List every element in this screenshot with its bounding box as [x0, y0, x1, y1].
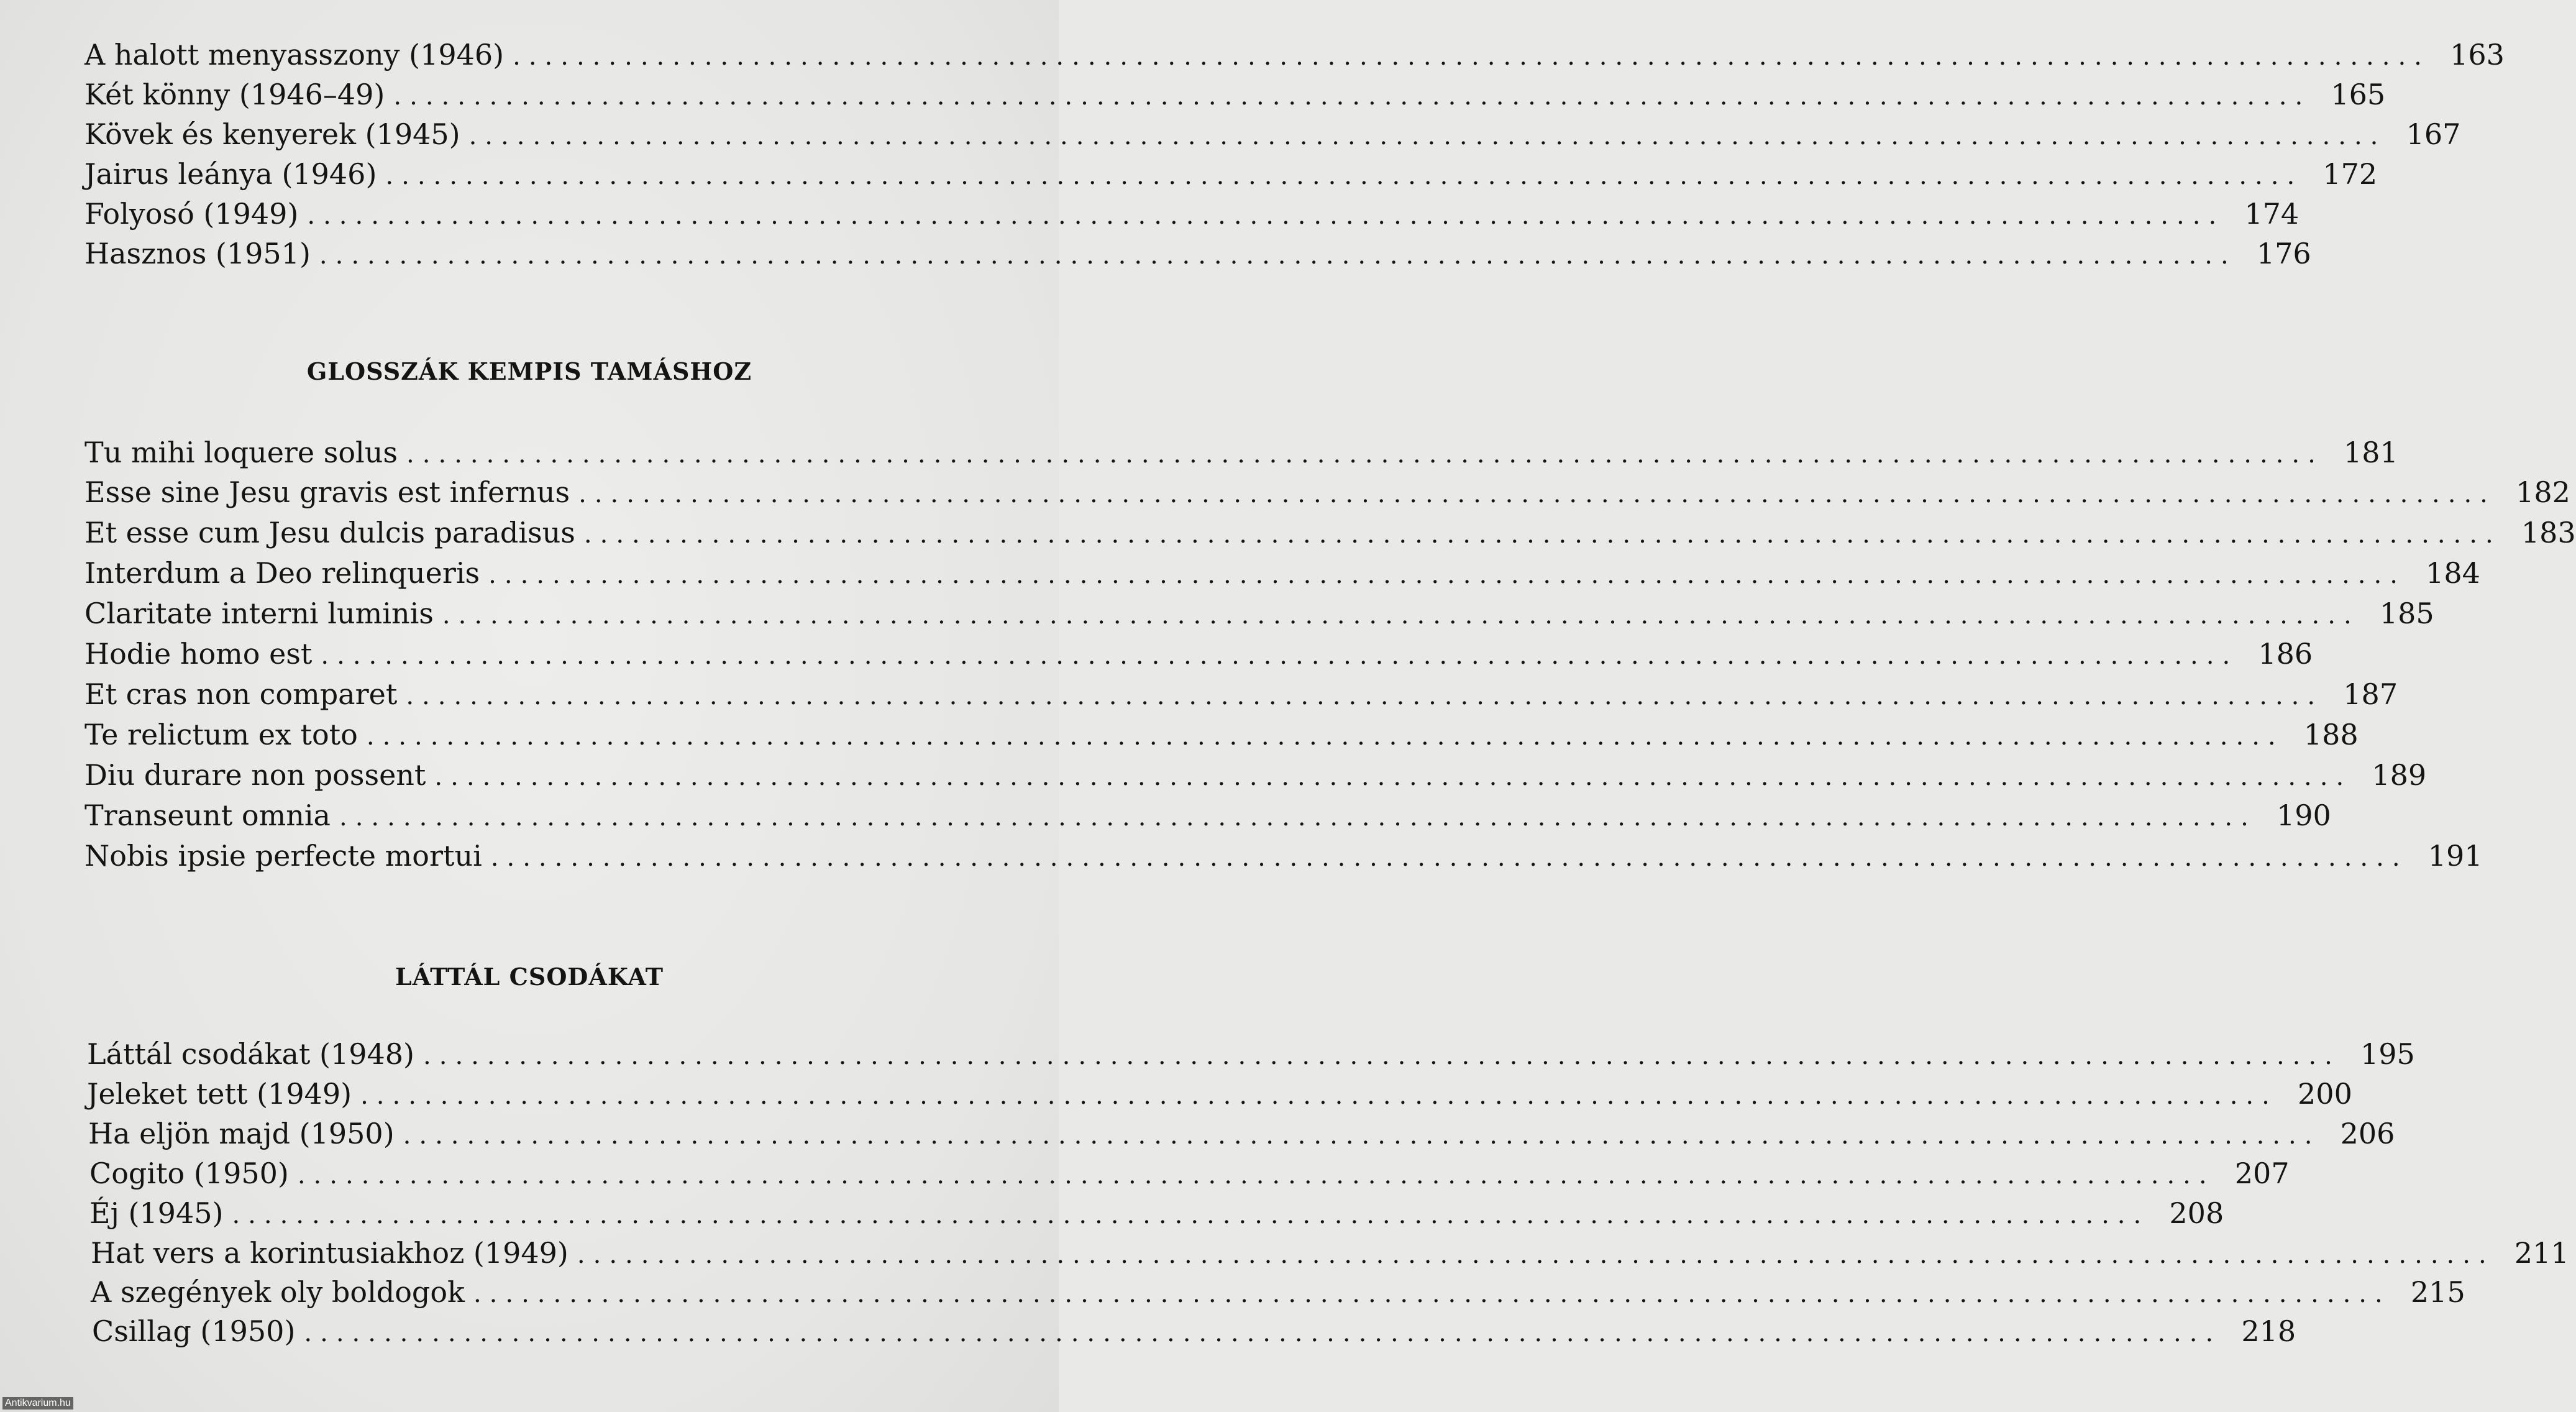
- toc-entry: [91, 1272, 2465, 1312]
- entry-title: Diu durare non possent: [84, 758, 426, 792]
- entry-page-number: 184: [2426, 556, 2480, 590]
- entry-page-number: 165: [2331, 78, 2386, 111]
- entry-title: Interdum a Deo relinqueris: [84, 556, 480, 590]
- section-heading: LÁTTÁL CSODÁKAT: [395, 963, 664, 991]
- entry-page-number: 174: [2244, 197, 2300, 231]
- entry-title: Csillag (1950): [92, 1314, 296, 1348]
- dot-leader: ........................................................................................................................: [321, 641, 2239, 670]
- entry-title: A szegények oly boldogok: [91, 1275, 465, 1309]
- entry-page-number: 163: [2450, 38, 2505, 71]
- toc-entry: [91, 1233, 2569, 1273]
- entry-page-number: 189: [2372, 758, 2427, 792]
- entry-title: Nobis ipsie perfecte mortui: [84, 839, 482, 873]
- dot-leader: ........................................................................................................................: [360, 1081, 2278, 1110]
- entry-title: Folyosó (1949): [84, 197, 299, 231]
- dot-leader: ........................................................................................................................: [366, 722, 2284, 751]
- dot-leader: ........................................................................................................................: [339, 803, 2257, 832]
- dot-leader: ........................................................................................................................: [406, 682, 2324, 710]
- dot-leader: ........................................................................................................................: [385, 162, 2303, 190]
- entry-title: Jairus leánya (1946): [84, 157, 377, 191]
- entry-title: Hodie homo est: [84, 637, 313, 671]
- entry-title: Ha eljön majd (1950): [88, 1117, 395, 1150]
- toc-entry: [84, 513, 2576, 552]
- entry-page-number: 172: [2323, 157, 2378, 191]
- dot-leader: ........................................................................................................................: [403, 1121, 2321, 1150]
- entry-page-number: 176: [2256, 237, 2311, 270]
- toc-entry: [84, 634, 2313, 674]
- dot-leader: ........................................................................................................................: [297, 1161, 2215, 1190]
- toc-entry: [84, 836, 2483, 876]
- entry-page-number: 190: [2276, 799, 2331, 832]
- toc-entry: [84, 553, 2480, 593]
- entry-title: Claritate interni luminis: [84, 597, 434, 630]
- toc-entry: [84, 154, 2378, 194]
- entry-page-number: 183: [2521, 516, 2576, 549]
- dot-leader: ........................................................................................................................: [393, 82, 2311, 111]
- entry-title: Te relictum ex toto: [84, 718, 358, 751]
- entry-page-number: 167: [2406, 117, 2461, 151]
- toc-entry: [87, 1034, 2415, 1074]
- dot-leader: ........................................................................................................................: [434, 763, 2352, 791]
- entry-page-number: 200: [2298, 1077, 2352, 1111]
- entry-page-number: 185: [2379, 597, 2434, 630]
- entry-page-number: 188: [2303, 718, 2359, 751]
- entry-title: Esse sine Jesu gravis est infernus: [84, 475, 570, 509]
- dot-leader: ........................................................................................................................: [490, 843, 2408, 872]
- entry-page-number: 211: [2514, 1236, 2569, 1270]
- toc-entry: [84, 194, 2300, 234]
- entry-title: Cogito (1950): [89, 1157, 289, 1190]
- toc-entry: [84, 234, 2311, 273]
- dot-leader: ........................................................................................................................: [406, 440, 2324, 469]
- dot-leader: ........................................................................................................................: [423, 1042, 2341, 1070]
- toc-entry: [84, 472, 2570, 512]
- entry-page-number: 207: [2234, 1157, 2290, 1190]
- dot-leader: ........................................................................................................................: [468, 122, 2386, 150]
- entry-title: Hasznos (1951): [84, 237, 311, 270]
- toc-entry: [84, 35, 2505, 75]
- entry-title: A halott menyasszony (1946): [84, 38, 505, 71]
- entry-title: Láttál csodákat (1948): [87, 1037, 415, 1071]
- dot-leader: ........................................................................................................................: [577, 1240, 2495, 1269]
- toc-entry: [84, 594, 2434, 633]
- toc-entry: [84, 715, 2359, 754]
- dot-leader: ........................................................................................................................: [307, 201, 2225, 230]
- dot-leader: ........................................................................................................................: [319, 241, 2237, 270]
- toc-entry: [89, 1193, 2224, 1233]
- dot-leader: ........................................................................................................................: [442, 601, 2360, 630]
- entry-page-number: 187: [2343, 677, 2398, 711]
- dot-leader: ........................................................................................................................: [473, 1280, 2391, 1308]
- dot-leader: ........................................................................................................................: [578, 480, 2496, 508]
- dot-leader: ........................................................................................................................: [513, 42, 2430, 71]
- toc-entry: [87, 1074, 2352, 1114]
- dot-leader: ........................................................................................................................: [232, 1201, 2150, 1229]
- section-heading: GLOSSZÁK KEMPIS TAMÁSHOZ: [306, 357, 752, 385]
- toc-entry: [92, 1311, 2296, 1351]
- entry-title: Éj (1945): [89, 1196, 224, 1230]
- entry-page-number: 215: [2410, 1275, 2465, 1309]
- toc-entry: [88, 1114, 2395, 1153]
- entry-title: Transeunt omnia: [84, 799, 331, 832]
- entry-title: Et cras non comparet: [84, 677, 398, 711]
- toc-entry: [89, 1153, 2290, 1193]
- dot-leader: ........................................................................................................................: [304, 1319, 2222, 1347]
- dot-leader: ........................................................................................................................: [488, 561, 2406, 589]
- toc-entry: [84, 795, 2331, 835]
- entry-title: Kövek és kenyerek (1945): [84, 117, 460, 151]
- watermark: Antikvarium.hu: [2, 1397, 73, 1410]
- toc-entry: [84, 674, 2398, 714]
- toc-entry: [84, 755, 2427, 795]
- entry-page-number: 195: [2360, 1037, 2415, 1071]
- entry-page-number: 218: [2241, 1314, 2296, 1348]
- toc-entry: [84, 75, 2386, 114]
- entry-page-number: 206: [2340, 1117, 2395, 1150]
- entry-page-number: 208: [2169, 1196, 2224, 1230]
- toc-entry: [84, 114, 2461, 154]
- entry-page-number: 186: [2258, 637, 2313, 671]
- entry-page-number: 191: [2428, 839, 2483, 873]
- toc-entry: [84, 433, 2398, 472]
- dot-leader: ........................................................................................................................: [583, 520, 2501, 549]
- entry-title: Hat vers a korintusiakhoz (1949): [91, 1236, 569, 1270]
- entry-title: Jeleket tett (1949): [87, 1077, 352, 1111]
- entry-page-number: 182: [2516, 475, 2570, 509]
- entry-title: Tu mihi loquere solus: [84, 436, 398, 469]
- entry-page-number: 181: [2343, 436, 2398, 469]
- entry-title: Et esse cum Jesu dulcis paradisus: [84, 516, 575, 549]
- entry-title: Két könny (1946–49): [84, 78, 385, 111]
